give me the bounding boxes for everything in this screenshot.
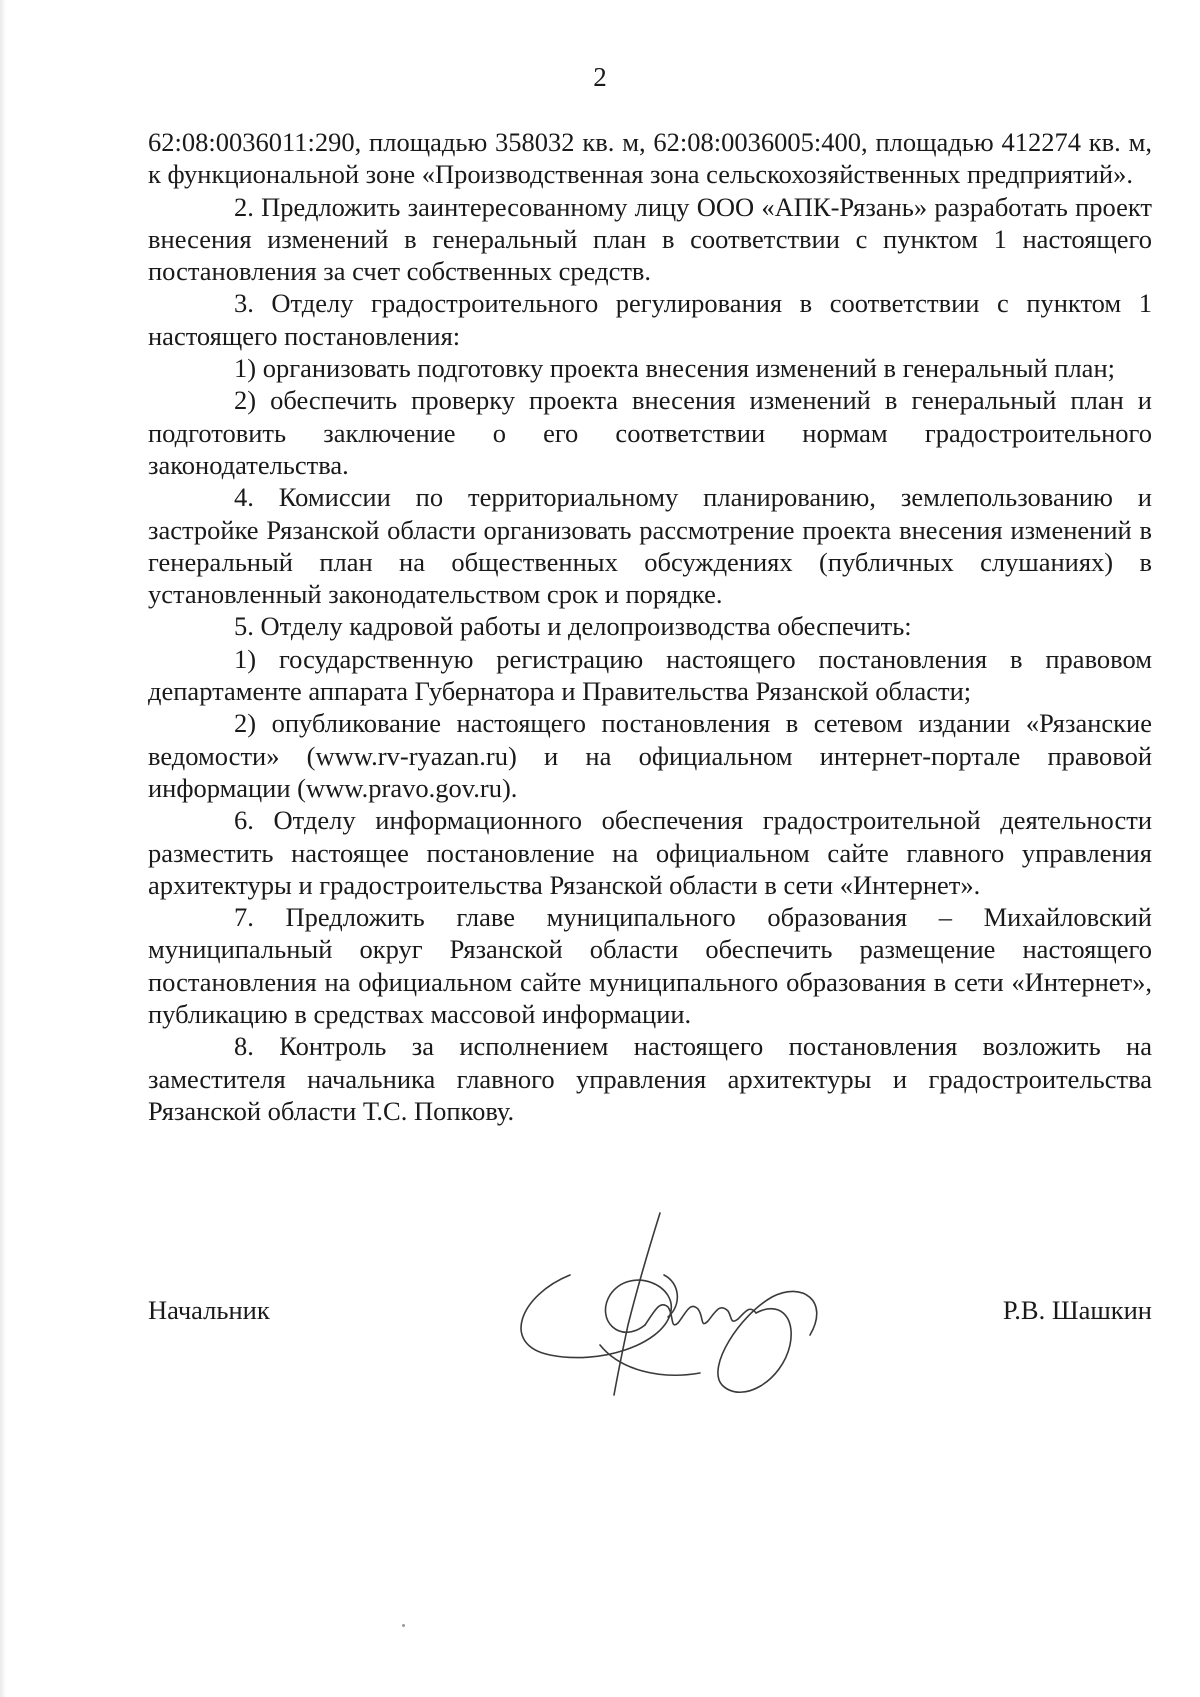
paragraph-item-5-sub-2: 2) опубликование настоящего постановления в сетевом издании «Рязанские ведомости» (www.rv-ryazan.ru) и на официальном интернет-портале правовой информации (www.pravo.gov.ru). (148, 708, 1152, 803)
scan-speck (402, 1624, 405, 1627)
page-number: 2 (593, 62, 607, 92)
paragraph-continuation: 62:08:0036011:290, площадью 358032 кв. м, 62:08:0036005:400, площадью 412274 кв. м, к функциональной зоне «Производственная зона сельскохозяйственных предприятий». (148, 127, 1152, 190)
document-body (148, 126, 1152, 1127)
signatory-name: Р.В. Шашкин (1002, 1295, 1152, 1325)
signatory-title: Начальник (148, 1295, 270, 1325)
paragraph-item-5: 5. Отделу кадровой работы и делопроизводства обеспечить: (234, 611, 912, 642)
paragraph-item-8: 8. Контроль за исполнением настоящего постановления возложить на заместителя начальника главного управления архитектуры и градостроительства Рязанской области Т.С. Попкову. (148, 1031, 1152, 1126)
scan-edge-shadow (0, 0, 6, 1697)
paragraph-item-2: 2. Предложить заинтересованному лицу ООО «АПК-Рязань» разработать проект внесения изменений в генеральный план в соответствии с пунктом 1 настоящего постановления за счет собственных средств. (148, 191, 1152, 287)
signature-block (148, 1295, 1152, 1335)
paragraph-item-3: 3. Отделу градостроительного регулирования в соответствии с пунктом 1 настоящего постановления: (148, 288, 1152, 351)
paragraph-item-5-sub-1: 1) государственную регистрацию настоящего постановления в правовом департаменте аппарата Губернатора и Правительства Рязанской области; (148, 643, 1152, 707)
paragraph-item-6: 6. Отделу информационного обеспечения градостроительной деятельности разместить настоящее постановление на официальном сайте главного управления архитектуры и градостроительства Рязанской области в сети «Интернет». (148, 805, 1152, 900)
paragraph-item-7: 7. Предложить главе муниципального образования – Михайловский муниципальный округ Рязанской области обеспечить размещение настоящего постановления на официальном сайте муниципального образования в сети «Интернет», публикацию в средствах массовой информации. (148, 902, 1152, 1030)
paragraph-item-3-sub-1: 1) организовать подготовку проекта внесения изменений в генеральный план; (234, 353, 1115, 384)
paragraph-item-4: 4. Комиссии по территориальному планированию, землепользованию и застройке Рязанской области организовать рассмотрение проекта внесения изменений в генеральный план на общественных обсуждениях (публичных слушаниях) в установленный законодательством срок и порядке. (148, 482, 1152, 610)
paragraph-item-3-sub-2: 2) обеспечить проверку проекта внесения изменений в генеральный план и подготовить заключение о его соответствии нормам градостроительного законодательства. (148, 385, 1152, 480)
